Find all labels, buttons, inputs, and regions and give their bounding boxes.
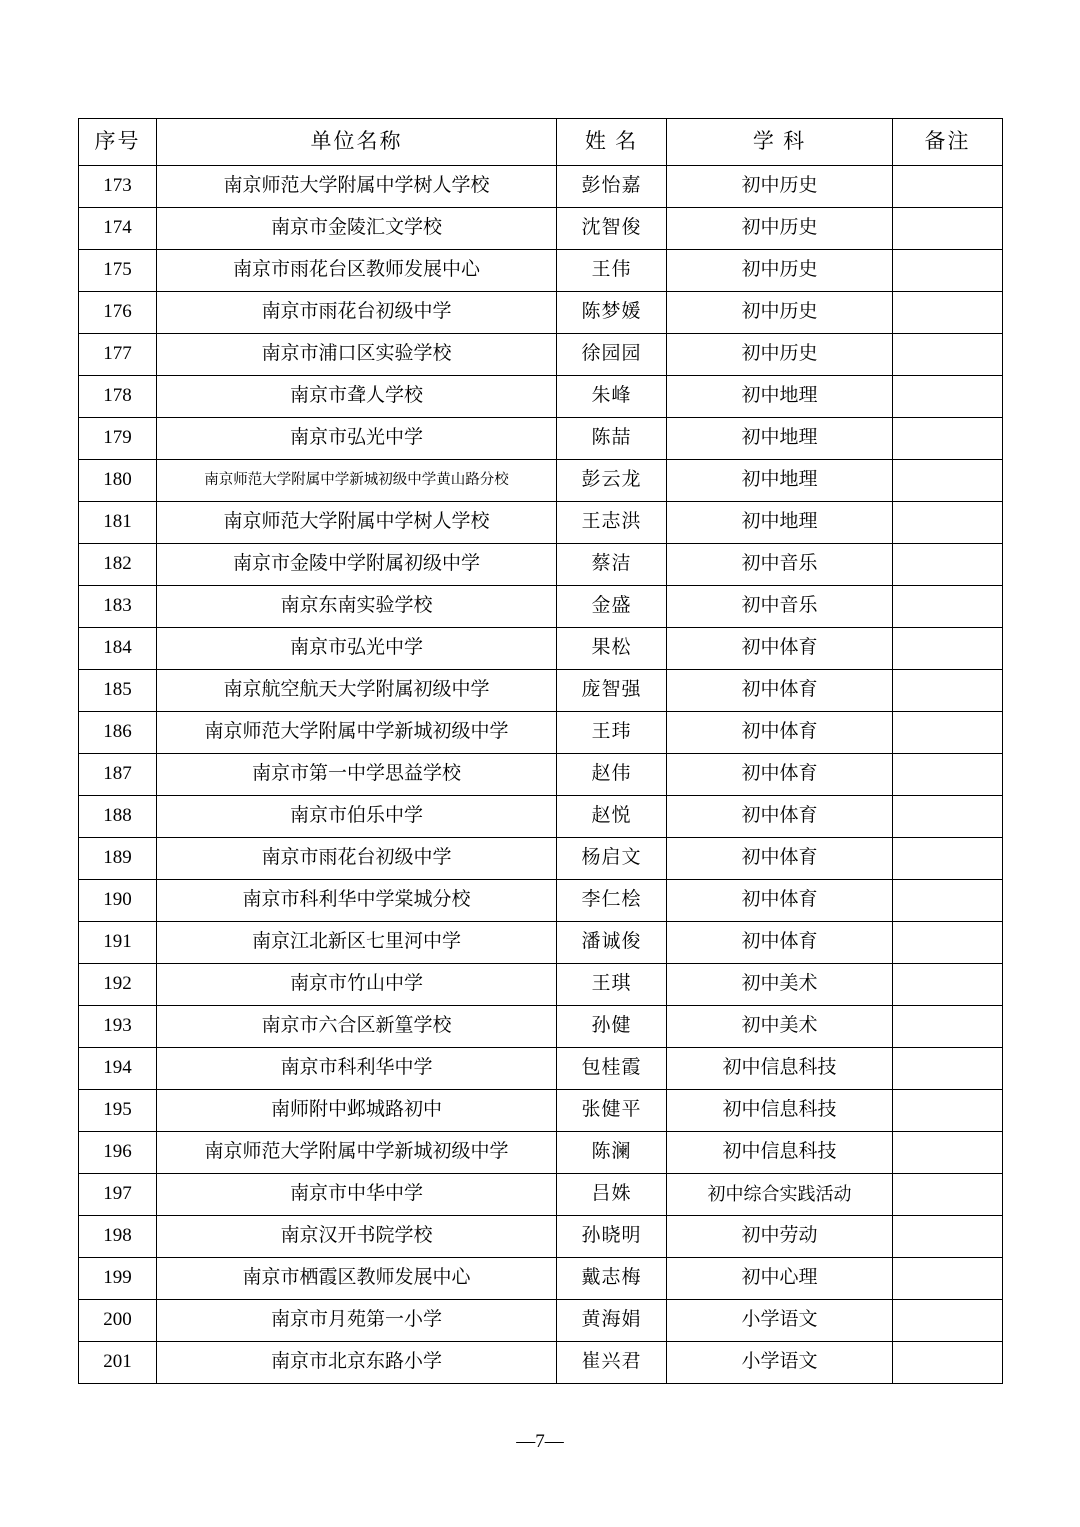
cell-subject: 初中综合实践活动 (667, 1174, 893, 1216)
cell-note (893, 670, 1003, 712)
cell-unit: 南京师范大学附属中学树人学校 (157, 166, 557, 208)
cell-name: 张健平 (557, 1090, 667, 1132)
cell-subject: 初中历史 (667, 250, 893, 292)
table-row (79, 1258, 1003, 1300)
cell-name: 王伟 (557, 250, 667, 292)
cell-index: 198 (79, 1216, 157, 1258)
cell-subject: 初中体育 (667, 838, 893, 880)
cell-index: 195 (79, 1090, 157, 1132)
cell-subject: 初中体育 (667, 712, 893, 754)
table-header (79, 119, 1003, 166)
table-body (79, 166, 1003, 1384)
cell-note (893, 292, 1003, 334)
cell-name: 金盛 (557, 586, 667, 628)
cell-note (893, 628, 1003, 670)
table-row (79, 460, 1003, 502)
cell-name: 吕姝 (557, 1174, 667, 1216)
cell-note (893, 1048, 1003, 1090)
cell-subject: 初中历史 (667, 166, 893, 208)
table-row (79, 502, 1003, 544)
table-row (79, 712, 1003, 754)
cell-note (893, 334, 1003, 376)
cell-unit: 南京市月苑第一小学 (157, 1300, 557, 1342)
cell-name: 包桂霞 (557, 1048, 667, 1090)
cell-subject: 初中美术 (667, 1006, 893, 1048)
table-row (79, 334, 1003, 376)
cell-subject: 初中地理 (667, 460, 893, 502)
cell-note (893, 880, 1003, 922)
cell-unit: 南京市科利华中学棠城分校 (157, 880, 557, 922)
cell-unit: 南京师范大学附属中学新城初级中学 (157, 1132, 557, 1174)
cell-note (893, 586, 1003, 628)
table-row (79, 628, 1003, 670)
column-header-note: 备注 (893, 119, 1003, 166)
cell-subject: 初中历史 (667, 334, 893, 376)
cell-unit: 南京市北京东路小学 (157, 1342, 557, 1384)
cell-name: 果松 (557, 628, 667, 670)
table-header-row (79, 119, 1003, 166)
table-row (79, 418, 1003, 460)
cell-unit: 南京师范大学附属中学树人学校 (157, 502, 557, 544)
table-row (79, 376, 1003, 418)
cell-name: 孙健 (557, 1006, 667, 1048)
cell-note (893, 166, 1003, 208)
cell-name: 王琪 (557, 964, 667, 1006)
cell-index: 175 (79, 250, 157, 292)
table-row (79, 1006, 1003, 1048)
cell-index: 192 (79, 964, 157, 1006)
cell-note (893, 1258, 1003, 1300)
cell-subject: 初中体育 (667, 880, 893, 922)
table-row (79, 880, 1003, 922)
cell-name: 赵伟 (557, 754, 667, 796)
cell-unit: 南京市浦口区实验学校 (157, 334, 557, 376)
cell-subject: 小学语文 (667, 1300, 893, 1342)
cell-index: 181 (79, 502, 157, 544)
column-header-subject: 学 科 (667, 119, 893, 166)
cell-name: 朱峰 (557, 376, 667, 418)
cell-unit: 南京东南实验学校 (157, 586, 557, 628)
cell-index: 184 (79, 628, 157, 670)
cell-index: 183 (79, 586, 157, 628)
cell-subject: 初中体育 (667, 922, 893, 964)
table-row (79, 292, 1003, 334)
cell-note (893, 418, 1003, 460)
table-row (79, 1132, 1003, 1174)
cell-subject: 初中心理 (667, 1258, 893, 1300)
cell-note (893, 1132, 1003, 1174)
cell-unit: 南京市栖霞区教师发展中心 (157, 1258, 557, 1300)
cell-subject: 初中信息科技 (667, 1090, 893, 1132)
cell-note (893, 250, 1003, 292)
table-row (79, 670, 1003, 712)
cell-index: 174 (79, 208, 157, 250)
cell-subject: 初中劳动 (667, 1216, 893, 1258)
cell-index: 201 (79, 1342, 157, 1384)
table-row (79, 1342, 1003, 1384)
table-row (79, 1090, 1003, 1132)
table-row (79, 1216, 1003, 1258)
cell-subject: 初中美术 (667, 964, 893, 1006)
cell-note (893, 922, 1003, 964)
cell-unit: 南京市科利华中学 (157, 1048, 557, 1090)
cell-name: 潘诚俊 (557, 922, 667, 964)
cell-index: 193 (79, 1006, 157, 1048)
cell-name: 李仁桧 (557, 880, 667, 922)
cell-subject: 初中地理 (667, 502, 893, 544)
cell-note (893, 964, 1003, 1006)
cell-unit: 南京市弘光中学 (157, 628, 557, 670)
cell-note (893, 1342, 1003, 1384)
cell-name: 王志洪 (557, 502, 667, 544)
cell-subject: 初中音乐 (667, 586, 893, 628)
cell-name: 王玮 (557, 712, 667, 754)
cell-note (893, 208, 1003, 250)
cell-index: 197 (79, 1174, 157, 1216)
table-row (79, 166, 1003, 208)
cell-name: 庞智强 (557, 670, 667, 712)
cell-index: 182 (79, 544, 157, 586)
column-header-unit: 单位名称 (157, 119, 557, 166)
cell-note (893, 712, 1003, 754)
column-header-index: 序号 (79, 119, 157, 166)
table-row (79, 796, 1003, 838)
cell-index: 200 (79, 1300, 157, 1342)
cell-unit: 南师附中邺城路初中 (157, 1090, 557, 1132)
cell-name: 孙晓明 (557, 1216, 667, 1258)
cell-index: 188 (79, 796, 157, 838)
table-row (79, 838, 1003, 880)
cell-note (893, 544, 1003, 586)
cell-name: 彭云龙 (557, 460, 667, 502)
cell-unit: 南京市第一中学思益学校 (157, 754, 557, 796)
cell-unit: 南京市中华中学 (157, 1174, 557, 1216)
column-header-name: 姓 名 (557, 119, 667, 166)
cell-name: 徐园园 (557, 334, 667, 376)
cell-name: 陈梦媛 (557, 292, 667, 334)
cell-note (893, 1006, 1003, 1048)
cell-subject: 初中历史 (667, 208, 893, 250)
cell-subject: 初中地理 (667, 376, 893, 418)
cell-name: 蔡洁 (557, 544, 667, 586)
cell-name: 陈喆 (557, 418, 667, 460)
cell-index: 190 (79, 880, 157, 922)
cell-index: 194 (79, 1048, 157, 1090)
cell-unit: 南京市雨花台区教师发展中心 (157, 250, 557, 292)
table-row (79, 208, 1003, 250)
cell-index: 179 (79, 418, 157, 460)
cell-unit: 南京师范大学附属中学新城初级中学黄山路分校 (157, 460, 557, 502)
cell-unit: 南京市弘光中学 (157, 418, 557, 460)
cell-subject: 初中体育 (667, 754, 893, 796)
cell-unit: 南京市伯乐中学 (157, 796, 557, 838)
table-row (79, 922, 1003, 964)
table-row (79, 754, 1003, 796)
cell-index: 199 (79, 1258, 157, 1300)
cell-name: 陈澜 (557, 1132, 667, 1174)
cell-subject: 小学语文 (667, 1342, 893, 1384)
cell-subject: 初中体育 (667, 796, 893, 838)
cell-note (893, 460, 1003, 502)
cell-unit: 南京市金陵中学附属初级中学 (157, 544, 557, 586)
cell-name: 沈智俊 (557, 208, 667, 250)
table-row (79, 586, 1003, 628)
cell-name: 戴志梅 (557, 1258, 667, 1300)
cell-index: 176 (79, 292, 157, 334)
cell-index: 189 (79, 838, 157, 880)
cell-unit: 南京市竹山中学 (157, 964, 557, 1006)
cell-unit: 南京师范大学附属中学新城初级中学 (157, 712, 557, 754)
cell-note (893, 1174, 1003, 1216)
cell-index: 187 (79, 754, 157, 796)
cell-note (893, 754, 1003, 796)
cell-unit: 南京江北新区七里河中学 (157, 922, 557, 964)
cell-subject: 初中地理 (667, 418, 893, 460)
cell-index: 178 (79, 376, 157, 418)
cell-unit: 南京市金陵汇文学校 (157, 208, 557, 250)
cell-subject: 初中历史 (667, 292, 893, 334)
cell-unit: 南京市六合区新篁学校 (157, 1006, 557, 1048)
cell-note (893, 376, 1003, 418)
cell-subject: 初中体育 (667, 628, 893, 670)
cell-index: 196 (79, 1132, 157, 1174)
cell-name: 赵悦 (557, 796, 667, 838)
table-row (79, 1048, 1003, 1090)
cell-index: 173 (79, 166, 157, 208)
cell-index: 191 (79, 922, 157, 964)
table-row (79, 964, 1003, 1006)
cell-note (893, 502, 1003, 544)
cell-name: 杨启文 (557, 838, 667, 880)
cell-name: 黄海娟 (557, 1300, 667, 1342)
teacher-roster-table (78, 118, 1003, 1384)
table-row (79, 544, 1003, 586)
cell-unit: 南京汉开书院学校 (157, 1216, 557, 1258)
table-row (79, 1174, 1003, 1216)
table-row (79, 1300, 1003, 1342)
cell-unit: 南京市雨花台初级中学 (157, 292, 557, 334)
cell-note (893, 838, 1003, 880)
cell-note (893, 1090, 1003, 1132)
cell-subject: 初中信息科技 (667, 1132, 893, 1174)
cell-subject: 初中音乐 (667, 544, 893, 586)
cell-index: 186 (79, 712, 157, 754)
cell-name: 彭怡嘉 (557, 166, 667, 208)
cell-unit: 南京航空航天大学附属初级中学 (157, 670, 557, 712)
cell-index: 185 (79, 670, 157, 712)
cell-unit: 南京市雨花台初级中学 (157, 838, 557, 880)
table-row (79, 250, 1003, 292)
cell-subject: 初中体育 (667, 670, 893, 712)
cell-note (893, 1300, 1003, 1342)
cell-note (893, 1216, 1003, 1258)
cell-subject: 初中信息科技 (667, 1048, 893, 1090)
cell-index: 177 (79, 334, 157, 376)
page-number: —7— (516, 1431, 564, 1452)
cell-index: 180 (79, 460, 157, 502)
cell-name: 崔兴君 (557, 1342, 667, 1384)
cell-note (893, 796, 1003, 838)
cell-unit: 南京市聋人学校 (157, 376, 557, 418)
